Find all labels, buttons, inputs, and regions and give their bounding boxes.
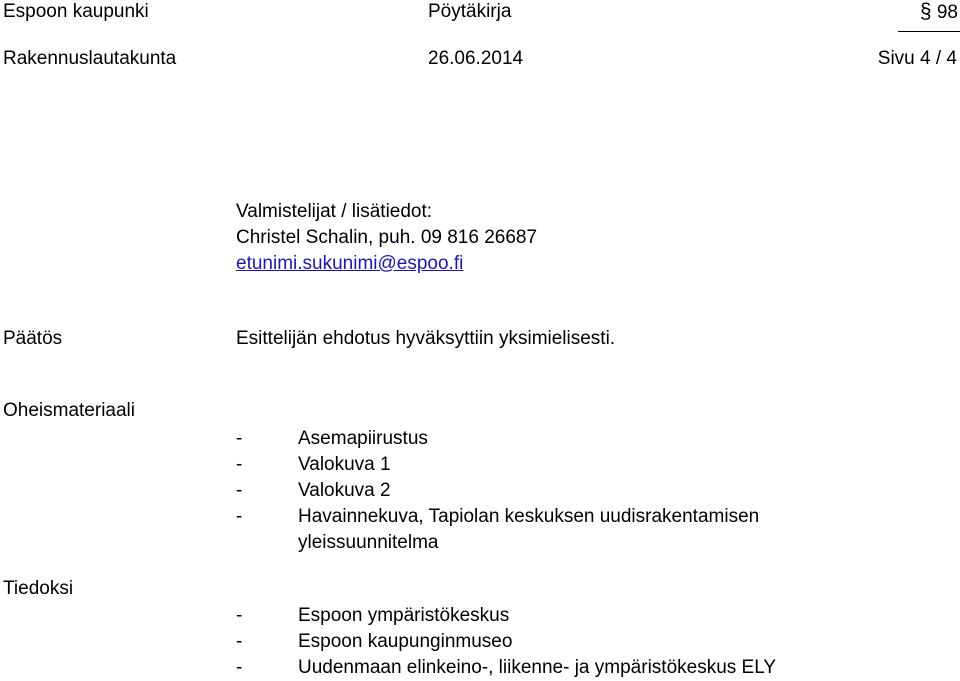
contact-block — [236, 199, 537, 277]
email-link[interactable]: etunimi.sukunimi@espoo.fi — [236, 253, 464, 274]
list-item: - Havainnekuva, Tapiolan keskuksen uudisrakentamisen — [236, 506, 760, 527]
section-number: 98 — [936, 2, 958, 23]
section-underline — [898, 31, 960, 32]
list-item: - Uudenmaan elinkeino-, liikenne- ja ympäristökeskus ELY — [236, 657, 777, 678]
document-type: Pöytäkirja — [428, 1, 512, 22]
list-item: - Valokuva 2 — [236, 480, 391, 501]
organization-name: Espoon kaupunki — [3, 1, 149, 22]
decision-text: Esittelijän ehdotus hyväksyttiin yksimielisesti. — [236, 328, 616, 349]
list-item: - Valokuva 1 — [236, 454, 391, 475]
notices-label: Tiedoksi — [3, 578, 74, 599]
contact-person: Christel Schalin, puh. 09 816 26687 — [236, 227, 538, 248]
section-number-block — [920, 0, 958, 25]
contact-heading: Valmistelijat / lisätiedot: — [236, 201, 433, 222]
page-indicator: Sivu 4 / 4 — [877, 48, 957, 69]
attachments-label: Oheismateriaali — [3, 400, 135, 421]
list-item: - Espoon kaupunginmuseo — [236, 631, 513, 652]
list-item: - Espoon ympäristökeskus — [236, 605, 510, 626]
section-symbol: § — [919, 0, 932, 23]
decision-label: Päätös — [3, 328, 63, 349]
attachments-list — [236, 426, 759, 556]
notices-list — [236, 603, 776, 681]
list-item-continuation: yleissuunnitelma — [298, 532, 439, 553]
meeting-date: 26.06.2014 — [428, 48, 524, 69]
list-item: - Asemapiirustus — [236, 428, 428, 449]
board-name: Rakennuslautakunta — [3, 48, 177, 69]
